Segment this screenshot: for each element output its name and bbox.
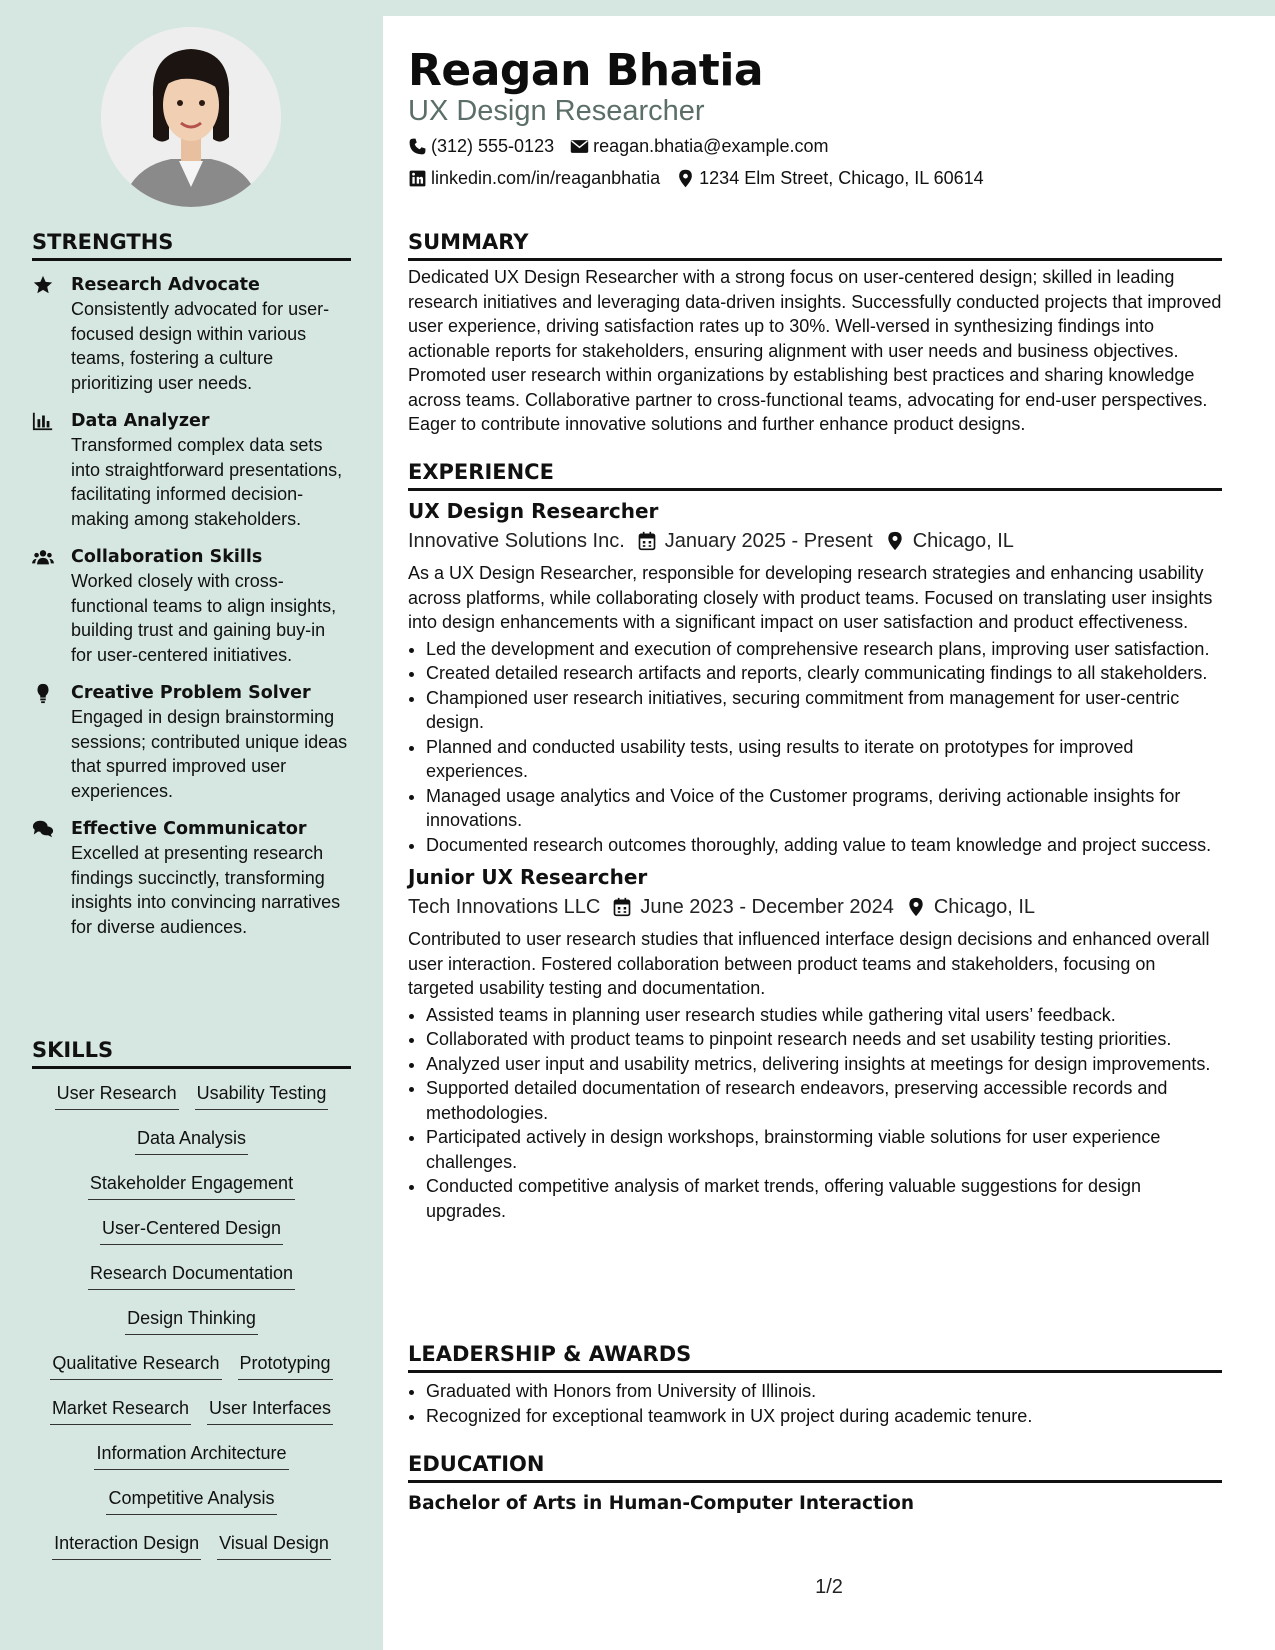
job-location bbox=[885, 527, 1014, 555]
skill-row bbox=[32, 1171, 351, 1216]
job-meta bbox=[408, 527, 1222, 555]
location-text: Chicago, IL bbox=[933, 896, 1036, 918]
job-bullets bbox=[408, 1003, 1222, 1224]
phone-icon bbox=[408, 137, 427, 156]
strength-desc: Worked closely with cross-functional teams to align insights, building trust and gaining buy-in for user-centered initiatives. bbox=[71, 571, 337, 665]
contact-address bbox=[676, 166, 984, 190]
bullet-item: • Collaborated with product teams to pinpoint research needs and set usability testing priorities. bbox=[426, 1027, 1222, 1052]
skills-list bbox=[32, 1081, 351, 1576]
location-pin-icon bbox=[885, 531, 913, 551]
strength-item bbox=[32, 681, 351, 803]
bullet-item: • Managed usage analytics and Voice of the Customer programs, deriving actionable insights for innovations. bbox=[426, 784, 1222, 833]
skill-tag: Market Research bbox=[50, 1396, 191, 1425]
strength-title: Effective Communicator bbox=[71, 819, 307, 839]
skill-row bbox=[32, 1531, 351, 1576]
skill-row bbox=[32, 1441, 351, 1486]
bullet-item: • Led the development and execution of comprehensive research plans, improving user satisfaction. bbox=[426, 637, 1222, 662]
skill-tag: Usability Testing bbox=[195, 1081, 329, 1110]
skill-tag: Data Analysis bbox=[135, 1126, 248, 1155]
skill-tag: Information Architecture bbox=[94, 1441, 288, 1470]
location-pin-icon bbox=[676, 169, 695, 188]
job-company bbox=[408, 527, 625, 555]
skill-tag: Stakeholder Engagement bbox=[88, 1171, 295, 1200]
summary-text: Dedicated UX Design Researcher with a strong focus on user-centered design; skilled in leading research initiatives and leveraging data-driven insights. Successfully conducted projects that improved user experience, driving satisfaction rates up to 30%. Well-versed in synthesizing findings into actionable reports for stakeholders, ensuring alignment with user needs and business objectives. Promoted user research within organizations by establishing best practices and sharing knowledge across teams. Collaborative partner to cross-functional teams, advocating for end-user perspectives. Eager to contribute innovative solutions and further enhance product designs. bbox=[408, 267, 1222, 434]
education-section bbox=[408, 1452, 1222, 1517]
bullet-item: • Recognized for exceptional teamwork in UX project during academic tenure. bbox=[426, 1404, 1222, 1429]
education-title: EDUCATION bbox=[408, 1452, 1222, 1483]
job-dates bbox=[637, 527, 873, 555]
contact-phone bbox=[408, 134, 554, 158]
job-entry bbox=[408, 497, 1222, 857]
candidate-name: Reagan Bhatia bbox=[408, 45, 764, 96]
strength-item bbox=[32, 409, 351, 531]
phone-text: (312) 555-0123 bbox=[431, 136, 555, 156]
skill-row bbox=[32, 1306, 351, 1351]
bullet-item: • Documented research outcomes thoroughly, adding value to team knowledge and project success. bbox=[426, 833, 1222, 858]
linkedin-text: linkedin.com/in/reaganbhatia bbox=[431, 168, 661, 188]
skill-tag: User Research bbox=[55, 1081, 179, 1110]
job-company bbox=[408, 893, 600, 921]
star-icon bbox=[32, 274, 56, 298]
bar-chart-icon bbox=[32, 410, 56, 434]
strength-desc: Consistently advocated for user-focused design within various teams, fostering a culture prioritizing user needs. bbox=[71, 299, 330, 393]
strength-desc: Engaged in design brainstorming sessions; contributed unique ideas that spurred improved user experiences. bbox=[71, 707, 348, 801]
strength-item bbox=[32, 817, 351, 939]
skill-row bbox=[32, 1126, 351, 1171]
calendar-icon bbox=[637, 531, 665, 551]
dates-text: June 2023 - December 2024 bbox=[640, 896, 894, 918]
skill-row bbox=[32, 1216, 351, 1261]
leadership-section bbox=[408, 1342, 1222, 1428]
bullet-item: • Participated actively in design workshops, brainstorming viable solutions for user experience challenges. bbox=[426, 1125, 1222, 1174]
skill-tag: Interaction Design bbox=[52, 1531, 201, 1560]
bullet-item: • Conducted competitive analysis of market trends, offering valuable suggestions for design upgrades. bbox=[426, 1174, 1222, 1223]
profile-photo-image bbox=[101, 27, 281, 207]
contact-row-1 bbox=[408, 134, 829, 158]
skill-row bbox=[32, 1261, 351, 1306]
candidate-role: UX Design Researcher bbox=[408, 95, 705, 127]
location-text: Chicago, IL bbox=[912, 530, 1014, 552]
calendar-icon bbox=[612, 897, 640, 917]
users-icon bbox=[32, 546, 56, 570]
experience-title: EXPERIENCE bbox=[408, 460, 1222, 491]
bullet-item: • Planned and conducted usability tests, using results to iterate on prototypes for improved experiences. bbox=[426, 735, 1222, 784]
contact-email[interactable] bbox=[570, 134, 828, 158]
strength-title: Creative Problem Solver bbox=[71, 683, 311, 703]
skill-tag: Research Documentation bbox=[88, 1261, 295, 1290]
skill-tag: Visual Design bbox=[217, 1531, 331, 1560]
company-text: Innovative Solutions Inc. bbox=[408, 530, 625, 552]
strength-title: Research Advocate bbox=[71, 275, 260, 295]
dates-text: January 2025 - Present bbox=[664, 530, 873, 552]
summary-title: SUMMARY bbox=[408, 230, 1222, 261]
skill-tag: User-Centered Design bbox=[100, 1216, 283, 1245]
bullet-item: • Supported detailed documentation of research endeavors, preserving accessible records and methodologies. bbox=[426, 1076, 1222, 1125]
address-text: 1234 Elm Street, Chicago, IL 60614 bbox=[699, 168, 984, 188]
summary-section bbox=[408, 230, 1222, 437]
job-location bbox=[906, 893, 1035, 921]
skill-row bbox=[32, 1486, 351, 1531]
job-title: UX Design Researcher bbox=[408, 499, 659, 523]
leadership-list bbox=[408, 1379, 1222, 1428]
company-text: Tech Innovations LLC bbox=[408, 896, 601, 918]
linkedin-icon bbox=[408, 169, 427, 188]
lightbulb-icon bbox=[32, 682, 56, 706]
bullet-item: • Created detailed research artifacts and reports, clearly communicating findings to all stakeholders. bbox=[426, 661, 1222, 686]
strength-item bbox=[32, 273, 351, 395]
chat-bubbles-icon bbox=[32, 818, 56, 842]
skill-tag: Design Thinking bbox=[125, 1306, 258, 1335]
strength-title: Data Analyzer bbox=[71, 411, 210, 431]
main-content bbox=[383, 16, 1275, 1650]
bullet-item: • Analyzed user input and usability metrics, delivering insights at meetings for design improvements. bbox=[426, 1052, 1222, 1077]
contact-row-2 bbox=[408, 166, 984, 190]
skills-section bbox=[32, 1038, 351, 1576]
job-description: Contributed to user research studies that influenced interface design decisions and enhanced overall user interaction. Fostered collaboration between product teams and stakeholders, focusing on targeted usability testing and documentation. bbox=[408, 929, 1210, 998]
skill-row bbox=[32, 1351, 351, 1396]
bullet-item: • Assisted teams in planning user research studies while gathering vital users’ feedback. bbox=[426, 1003, 1222, 1028]
skill-tag: User Interfaces bbox=[207, 1396, 333, 1425]
job-entry bbox=[408, 863, 1222, 1223]
strength-title: Collaboration Skills bbox=[71, 547, 263, 567]
sidebar bbox=[0, 0, 383, 1650]
skill-tag: Competitive Analysis bbox=[106, 1486, 276, 1515]
strengths-title: STRENGTHS bbox=[32, 230, 351, 261]
profile-photo bbox=[101, 27, 281, 207]
envelope-icon bbox=[570, 137, 589, 156]
job-description: As a UX Design Researcher, responsible for developing research strategies and enhancing usability across platforms, while collaborating closely with product teams. Focused on translating user insights into design enhancements with a significant impact on user satisfaction and product effectiveness. bbox=[408, 563, 1213, 632]
bullet-item: • Championed user research initiatives, securing commitment from management for user-centric design. bbox=[426, 686, 1222, 735]
email-text: reagan.bhatia@example.com bbox=[593, 136, 829, 156]
contact-linkedin[interactable] bbox=[408, 166, 660, 190]
strength-desc: Excelled at presenting research findings succinctly, transforming insights into convincing narratives for diverse audiences. bbox=[71, 843, 341, 937]
skill-tag: Prototyping bbox=[238, 1351, 333, 1380]
job-title: Junior UX Researcher bbox=[408, 865, 648, 889]
page-number: 1/2 bbox=[815, 1576, 843, 1598]
strength-item bbox=[32, 545, 351, 667]
leadership-title: LEADERSHIP & AWARDS bbox=[408, 1342, 1222, 1373]
education-degree: Bachelor of Arts in Human-Computer Interaction bbox=[408, 1493, 915, 1514]
skill-row bbox=[32, 1396, 351, 1441]
bullet-item: • Graduated with Honors from University of Illinois. bbox=[426, 1379, 1222, 1404]
location-pin-icon bbox=[906, 897, 934, 917]
skills-title: SKILLS bbox=[32, 1038, 351, 1069]
job-meta bbox=[408, 893, 1222, 921]
experience-section bbox=[408, 460, 1222, 1223]
job-dates bbox=[612, 893, 894, 921]
strength-desc: Transformed complex data sets into straightforward presentations, facilitating informed decision-making among stakeholders. bbox=[71, 435, 343, 529]
strengths-section bbox=[32, 230, 351, 953]
skill-row bbox=[32, 1081, 351, 1126]
skill-tag: Qualitative Research bbox=[50, 1351, 221, 1380]
job-bullets bbox=[408, 637, 1222, 858]
